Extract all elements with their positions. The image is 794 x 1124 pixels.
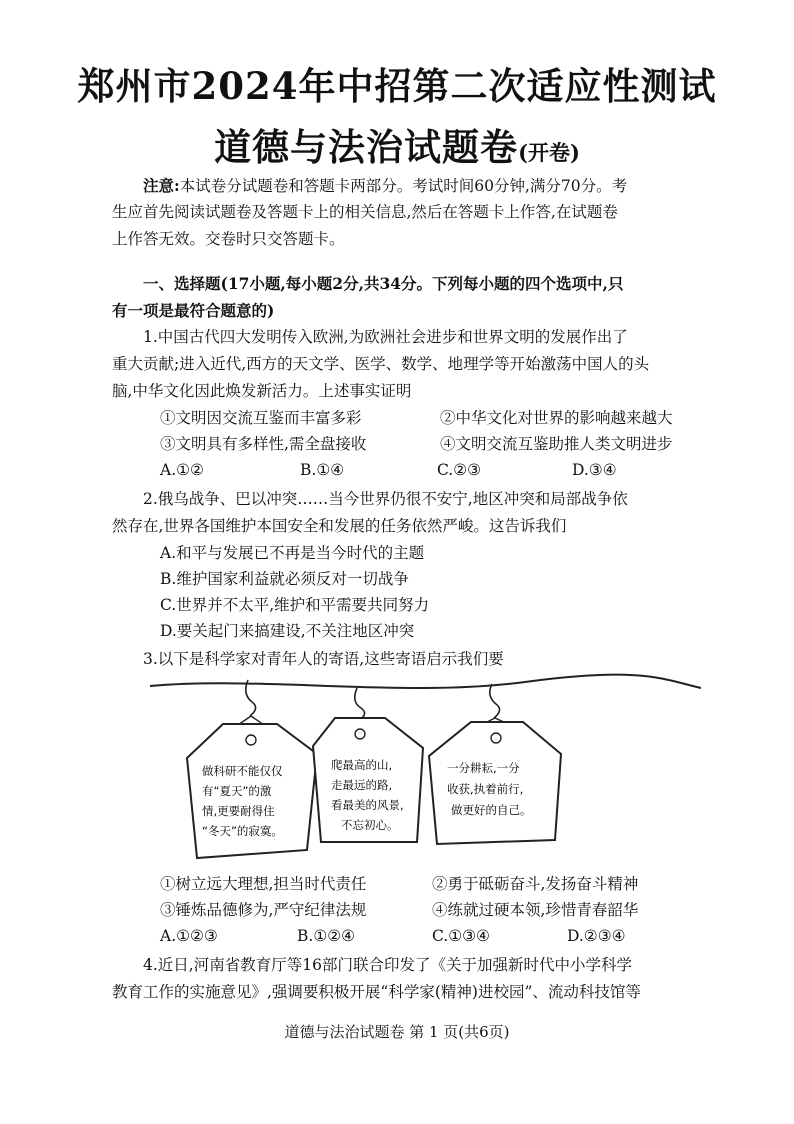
tag-2 xyxy=(313,718,423,842)
q1-statement4: ④文明交流互鉴助推人类文明进步 xyxy=(440,435,673,453)
q2-option-b: B.维护国家利益就必须反对一切战争 xyxy=(160,570,409,588)
q2-option-d: D.要关起门来搞建设,不关注地区冲突 xyxy=(160,622,415,640)
q1-statement1: ①文明因交流互鉴而丰富多彩 xyxy=(160,409,362,427)
q4-line1: 4.近日,河南省教育厅等16部门联合印发了《关于加强新时代中小学科学 xyxy=(143,956,632,974)
q2-line1: 2.俄乌战争、巴以冲突……当今世界仍很不安宁,地区冲突和局部战争依 xyxy=(143,490,628,508)
page-footer: 道德与法治试题卷 第 1 页(共6页) xyxy=(284,1023,510,1041)
q3-option-c: C.①③④ xyxy=(432,927,490,945)
q2-line2: 然存在,世界各国维护本国安全和发展的任务依然严峻。这告诉我们 xyxy=(112,517,567,535)
tag2-line3: 看最美的风景, xyxy=(331,798,404,812)
tag3-line1: 一分耕耘,一分 xyxy=(447,761,520,775)
q3-statement3: ③锤炼品德修为,严守纪律法规 xyxy=(160,901,367,919)
section1-line2: 有一项是最符合题意的) xyxy=(112,301,275,320)
tag2-line1: 爬最高的山, xyxy=(331,758,393,772)
tag3-line2: 收获,执着前行, xyxy=(447,782,524,796)
subject-title: 道德与法治试题卷 xyxy=(214,125,519,169)
open-book-note: (开卷) xyxy=(518,140,580,165)
q3-statement1: ①树立远大理想,担当时代责任 xyxy=(160,875,367,893)
exam-title: 郑州市2024年中招第二次适应性测试 xyxy=(77,64,717,108)
tag-3 xyxy=(429,718,561,844)
tag2-line2: 走最远的路, xyxy=(331,778,393,792)
q1-option-a: A.①② xyxy=(160,461,204,479)
tag3-line3: 做更好的自己。 xyxy=(451,803,532,817)
q2-option-c: C.世界并不太平,维护和平需要共同努力 xyxy=(160,596,430,614)
q3-option-a: A.①②③ xyxy=(160,927,218,945)
q1-line1: 1.中国古代四大发明传入欧洲,为欧洲社会进步和世界文明的发展作出了 xyxy=(143,328,628,346)
exam-subtitle xyxy=(0,122,794,178)
hanging-tags-illustration xyxy=(145,672,705,867)
notice-label: 注意: xyxy=(143,176,180,195)
tag2-line4: 不忘初心。 xyxy=(341,818,399,832)
q1-option-c: C.②③ xyxy=(437,461,482,479)
q3-option-b: B.①②④ xyxy=(297,927,356,945)
q1-line3: 脑,中华文化因此焕发新活力。上述事实证明 xyxy=(112,382,412,400)
q3-stem: 3.以下是科学家对青年人的寄语,这些寄语启示我们要 xyxy=(143,650,504,668)
q2-option-a: A.和平与发展已不再是当今时代的主题 xyxy=(160,544,425,562)
notice-text1: 本试卷分试题卷和答题卡两部分。考试时间60分钟,满分70分。考 xyxy=(179,177,628,195)
q1-statement2: ②中华文化对世界的影响越来越大 xyxy=(440,409,673,427)
q1-option-d: D.③④ xyxy=(572,461,617,479)
tag1-line2: 有“夏天”的激 xyxy=(202,784,272,798)
tag1-line1: 做科研不能仅仅 xyxy=(202,764,283,778)
q3-statement4: ④练就过硬本领,珍惜青春韶华 xyxy=(432,901,639,919)
q1-line2: 重大贡献;进入近代,西方的天文学、医学、数学、地理学等开始激荡中国人的头 xyxy=(112,355,650,373)
q3-statement2: ②勇于砥砺奋斗,发扬奋斗精神 xyxy=(432,875,639,893)
q1-option-b: B.①④ xyxy=(300,461,345,479)
tag1-line4: “冬天”的寂寞。 xyxy=(202,824,283,838)
tag-1 xyxy=(187,716,317,858)
tag1-line3: 情,更要耐得住 xyxy=(202,804,275,818)
notice-line3: 上作答无效。交卷时只交答题卡。 xyxy=(112,230,345,248)
q4-line2: 教育工作的实施意见》,强调要积极开展“科学家(精神)进校园”、流动科技馆等 xyxy=(112,983,641,1001)
notice-line1 xyxy=(112,172,722,200)
q1-statement3: ③文明具有多样性,需全盘接收 xyxy=(160,435,367,453)
q3-option-d: D.②③④ xyxy=(567,927,626,945)
notice-line2: 生应首先阅读试题卷及答题卡上的相关信息,然后在答题卡上作答,在试题卷 xyxy=(112,203,618,221)
section1-line1: 一、选择题(17小题,每小题2分,共34分。下列每小题的四个选项中,只 xyxy=(143,274,624,293)
